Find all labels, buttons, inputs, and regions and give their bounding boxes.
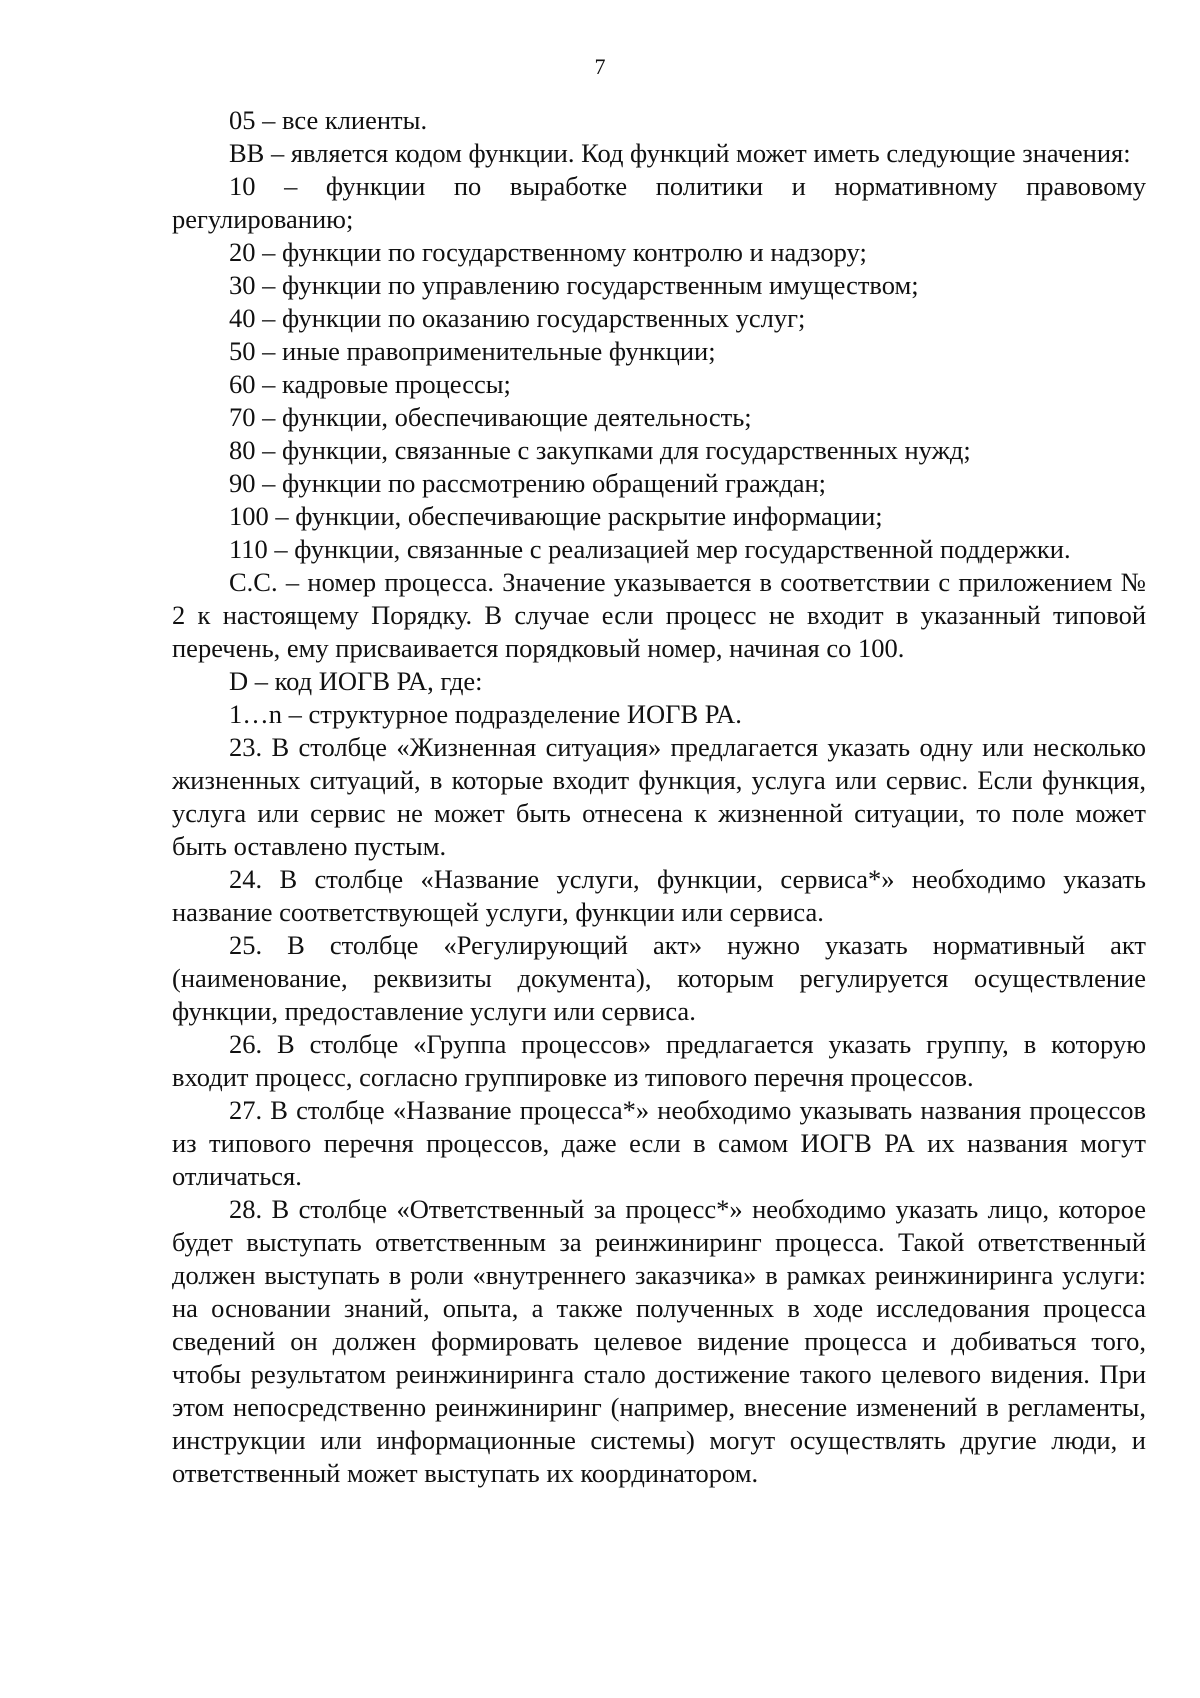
paragraph-code-40: 40 – функции по оказанию государственных услуг;: [229, 303, 806, 333]
paragraph-item-23: 23. В столбце «Жизненная ситуация» предлагается указать одну или несколько жизненных ситуаций, в которые входит функция, услуга или сервис. Если функция, услуга или сервис не может быть отнесена к жизненной ситуации, то поле может быть оставлено пустым.: [172, 732, 1146, 861]
paragraph-item-24: 24. В столбце «Название услуги, функции, сервиса*» необходимо указать название соответствующей услуги, функции или сервиса.: [172, 864, 1146, 927]
paragraph-item-25: 25. В столбце «Регулирующий акт» нужно указать нормативный акт (наименование, реквизиты документа), которым регулируется осуществление функции, предоставление услуги или сервиса.: [172, 930, 1146, 1026]
paragraph-code-20: 20 – функции по государственному контролю и надзору;: [229, 237, 867, 267]
paragraph-code-70: 70 – функции, обеспечивающие деятельность;: [229, 402, 752, 432]
page-number: 7: [594, 54, 606, 79]
paragraph-item-26: 26. В столбце «Группа процессов» предлагается указать группу, в которую входит процесс, согласно группировке из типового перечня процессов.: [172, 1029, 1146, 1092]
paragraph-iogv-code: D – код ИОГВ РА, где:: [229, 666, 483, 696]
paragraph-code-90: 90 – функции по рассмотрению обращений граждан;: [229, 468, 827, 498]
document-body: [172, 104, 1146, 1490]
paragraph-code-30: 30 – функции по управлению государственным имуществом;: [229, 270, 919, 300]
paragraph-item-28: 28. В столбце «Ответственный за процесс*» необходимо указать лицо, которое будет выступать ответственным за реинжиниринг процесса. Такой ответственный должен выступать в роли «внутреннего заказчика» в рамках реинжиниринга услуги: на основании знаний, опыта, а также полученных в ходе исследования процесса сведений он должен формировать целевое видение процесса и добиваться того, чтобы результатом реинжиниринга стало достижение такого целевого видения. При этом непосредственно реинжиниринг (например, внесение изменений в регламенты, инструкции или информационные системы) могут осуществлять другие люди, и ответственный может выступать их координатором.: [172, 1194, 1146, 1488]
paragraph-code-60: 60 – кадровые процессы;: [229, 369, 511, 399]
paragraph-code-bb: ВВ – является кодом функции. Код функций может иметь следующие значения:: [229, 138, 1131, 168]
paragraph-subdivision: 1…n – структурное подразделение ИОГВ РА.: [229, 699, 742, 729]
paragraph-code-05: 05 – все клиенты.: [229, 105, 428, 135]
paragraph-code-110: 110 – функции, связанные с реализацией мер государственной поддержки.: [229, 534, 1071, 564]
paragraph-process-number: С.С. – номер процесса. Значение указывается в соответствии с приложением № 2 к настоящему Порядку. В случае если процесс не входит в указанный типовой перечень, ему присваивается порядковый номер, начиная со 100.: [172, 567, 1146, 663]
paragraph-item-27: 27. В столбце «Название процесса*» необходимо указывать названия процессов из типового перечня процессов, даже если в самом ИОГВ РА их названия могут отличаться.: [172, 1095, 1146, 1191]
paragraph-code-100: 100 – функции, обеспечивающие раскрытие информации;: [229, 501, 883, 531]
paragraph-code-50: 50 – иные правоприменительные функции;: [229, 336, 716, 366]
paragraph-code-10: 10 – функции по выработке политики и нормативному правовому регулированию;: [172, 171, 1146, 234]
paragraph-code-80: 80 – функции, связанные с закупками для государственных нужд;: [229, 435, 971, 465]
